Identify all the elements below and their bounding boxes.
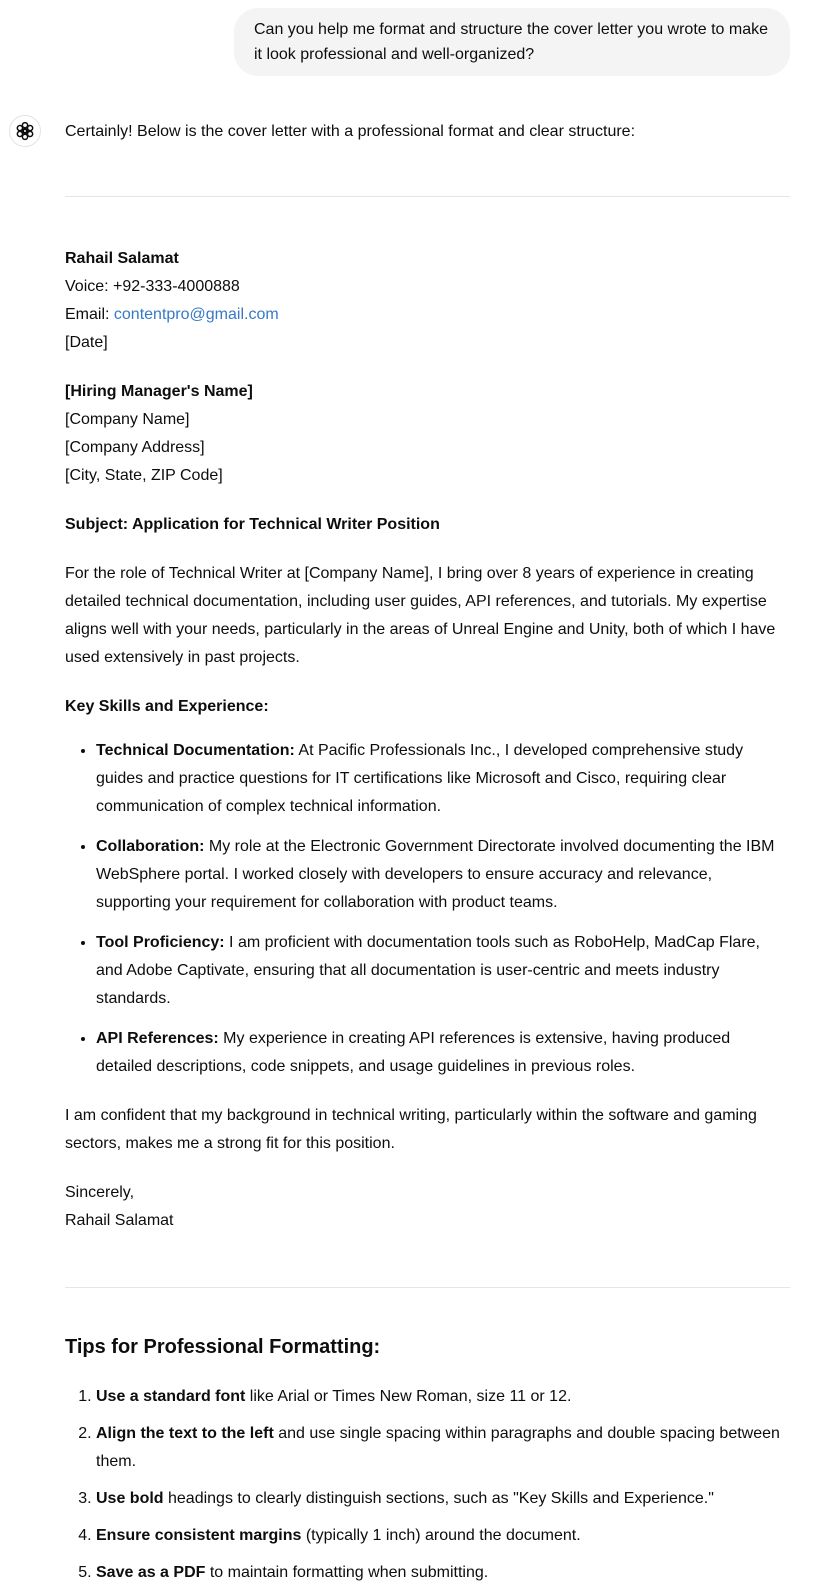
- section-divider-top: [65, 196, 790, 197]
- tip-item: [96, 1559, 790, 1587]
- skill-text: At Pacific Professionals Inc., I developed comprehensive study guides and practice questions for IT certifications like Microsoft and Cisco, requiring clear communication of complex technical information.: [96, 742, 744, 815]
- sender-block: [65, 245, 790, 357]
- signature: Rahail Salamat: [65, 1212, 174, 1229]
- tip-item: [96, 1485, 790, 1513]
- user-message-bubble: [234, 8, 790, 76]
- closing-paragraph: I am confident that my background in technical writing, particularly within the software and gaming sectors, makes me a strong fit for this position.: [65, 1107, 757, 1152]
- skill-text: My experience in creating API references is extensive, having produced detailed descriptions, code snippets, and usage guidelines in previous roles.: [96, 1030, 731, 1075]
- skill-title: API References:: [96, 1030, 219, 1047]
- skill-text: My role at the Electronic Government Directorate involved documenting the IBM WebSphere portal. I worked closely with developers to ensure accuracy and relevance, supporting your requirement for collaboration with product teams.: [96, 838, 775, 911]
- recipient-block: [65, 378, 790, 490]
- skill-title: Collaboration:: [96, 838, 205, 855]
- skill-item: [96, 737, 790, 821]
- company-address: [Company Address]: [65, 439, 205, 456]
- tip-bold: Use bold: [96, 1490, 164, 1507]
- user-message-text: Can you help me format and structure the cover letter you wrote to make it look professional and well-organized?: [254, 21, 769, 63]
- skill-item: [96, 1025, 790, 1081]
- tip-text: (typically 1 inch) around the document.: [301, 1527, 581, 1544]
- assistant-intro-text: Certainly! Below is the cover letter with a professional format and clear structure:: [65, 123, 636, 140]
- skills-list: [65, 737, 790, 1081]
- skill-item: [96, 929, 790, 1013]
- tip-bold: Use a standard font: [96, 1388, 246, 1405]
- tip-text: headings to clearly distinguish sections, such as "Key Skills and Experience.": [163, 1490, 714, 1507]
- signoff: Sincerely,: [65, 1184, 135, 1201]
- assistant-message-row: [0, 118, 814, 1587]
- city-state-zip: [City, State, ZIP Code]: [65, 467, 223, 484]
- skill-title: Technical Documentation:: [96, 742, 295, 759]
- tip-text: to maintain formatting when submitting.: [205, 1564, 489, 1581]
- tip-text: and use single spacing within paragraphs and double spacing between them.: [96, 1425, 780, 1470]
- company-name: [Company Name]: [65, 411, 190, 428]
- user-message-row: [0, 8, 814, 76]
- tip-item: [96, 1420, 790, 1476]
- tips-list: [65, 1383, 790, 1587]
- tip-bold: Ensure consistent margins: [96, 1527, 302, 1544]
- signoff-block: [65, 1179, 790, 1235]
- skill-text: I am proficient with documentation tools such as RoboHelp, MadCap Flare, and Adobe Captivate, ensuring that all documentation is user-centric and meets industry standards.: [96, 934, 760, 1007]
- recipient-name: [Hiring Manager's Name]: [65, 383, 253, 400]
- assistant-avatar: [9, 115, 41, 147]
- tip-bold: Align the text to the left: [96, 1425, 274, 1442]
- letter-date: [Date]: [65, 334, 108, 351]
- tip-item: [96, 1522, 790, 1550]
- tip-bold: Save as a PDF: [96, 1564, 206, 1581]
- skill-item: [96, 833, 790, 917]
- sender-phone: Voice: +92-333-4000888: [65, 278, 240, 295]
- tip-text: like Arial or Times New Roman, size 11 or 12.: [245, 1388, 572, 1405]
- tips-heading: Tips for Professional Formatting:: [65, 1336, 381, 1358]
- tip-item: [96, 1383, 790, 1411]
- sender-email-line: [65, 301, 790, 329]
- skills-heading: Key Skills and Experience:: [65, 698, 269, 715]
- skill-title: Tool Proficiency:: [96, 934, 225, 951]
- email-link[interactable]: contentpro@gmail.com: [113, 306, 279, 323]
- openai-logo-icon: [15, 121, 35, 141]
- assistant-message-content: [65, 118, 790, 1587]
- subject-line: Subject: Application for Technical Writer Position: [65, 516, 440, 533]
- letter-intro-paragraph: For the role of Technical Writer at [Company Name], I bring over 8 years of experience in creating detailed technical documentation, including user guides, API references, and tutorials. My expertise aligns well with your needs, particularly in the areas of Unreal Engine and Unity, both of which I have used extensively in past projects.: [65, 565, 776, 666]
- email-label: Email:: [65, 306, 114, 323]
- section-divider-bottom: [65, 1287, 790, 1288]
- sender-name: Rahail Salamat: [65, 250, 179, 267]
